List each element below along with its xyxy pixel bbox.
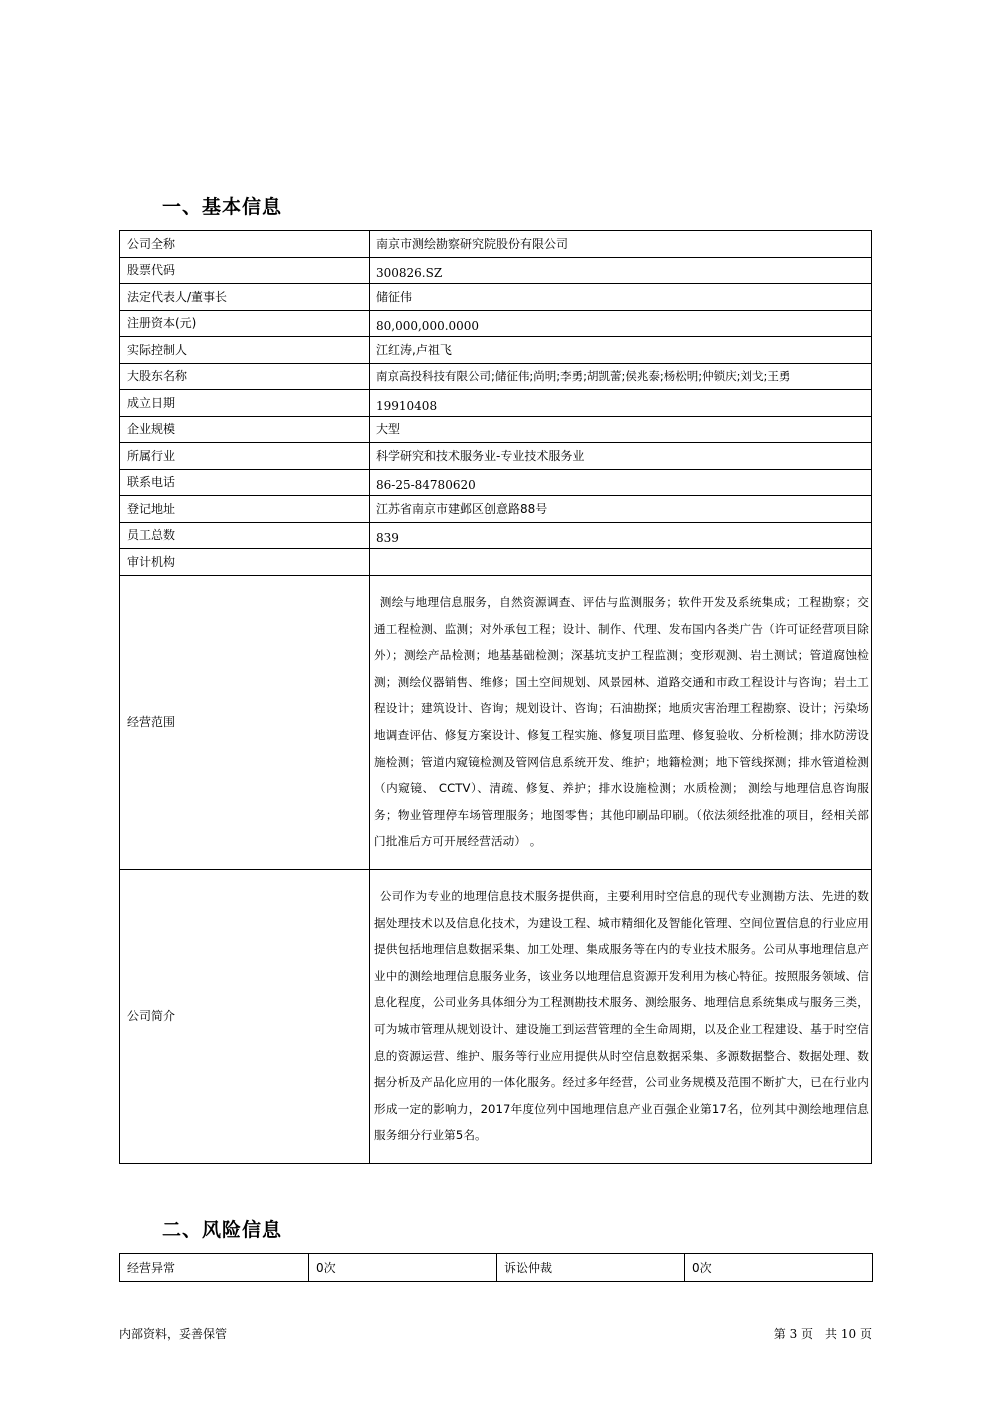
- company-intro-label: 公司简介: [120, 869, 370, 1163]
- table-row: [120, 496, 872, 523]
- row-label: 员工总数: [120, 522, 370, 549]
- row-label: 所属行业: [120, 443, 370, 470]
- table-row: [120, 337, 872, 364]
- table-row: [120, 231, 872, 258]
- table-row-business-scope: [120, 575, 872, 869]
- business-scope-label: 经营范围: [120, 575, 370, 869]
- risk-label-abnormal: 经营异常: [120, 1254, 309, 1282]
- table-row: [120, 284, 872, 311]
- basic-info-table: [119, 230, 872, 1164]
- table-row: [120, 257, 872, 284]
- table-row: [120, 522, 872, 549]
- business-scope-text: 测绘与地理信息服务，自然资源调查、评估与监测服务；软件开发及系统集成；工程勘察；交通工程检测、监测；对外承包工程；设计、制作、代理、发布国内各类广告（许可证经营项目除外）；测绘产品检测；地基基础检测；深基坑支护工程监测；变形观测、岩土测试；管道腐蚀检测；测绘仪器销售、维修；国土空间规划、风景园林、道路交通和市政工程设计与咨询；岩土工程设计；建筑设计、咨询；规划设计、咨询；石油勘探；地质灾害治理工程勘察、设计；污染场地调查评估、修复方案设计、修复工程实施、修复项目监理、修复验收、分析检测；排水防涝设施检测；管道内窥镜检测及管网信息系统开发、维护；地籍检测；地下管线探测；排水管道检测（内窥镜、 CCTV）、清疏、修复、养护；排水设施检测；水质检测； 测绘与地理信息咨询服务；物业管理停车场管理服务；地图零售；其他印刷品印刷。（依法须经批准的项目，经相关部门批准后方可开展经营活动） 。: [370, 575, 872, 869]
- risk-value-litigation: 0次: [685, 1254, 873, 1282]
- footer-page-number: [774, 1325, 872, 1342]
- row-label: 登记地址: [120, 496, 370, 523]
- row-label: 公司全称: [120, 231, 370, 258]
- footer-confidential-note: 内部资料，妥善保管: [119, 1327, 228, 1341]
- row-value: 80,000,000.0000: [370, 310, 872, 337]
- row-label: 大股东名称: [120, 363, 370, 390]
- row-value: 86-25-84780620: [370, 469, 872, 496]
- section-title-risk-info: 二、风险信息: [162, 1219, 283, 1241]
- row-value: 300826.SZ: [370, 257, 872, 284]
- row-value: 大型: [370, 416, 872, 443]
- table-row: [120, 363, 872, 390]
- row-value: 839: [370, 522, 872, 549]
- row-label: 注册资本(元): [120, 310, 370, 337]
- page-current: 3: [789, 1327, 798, 1341]
- row-value: 科学研究和技术服务业-专业技术服务业: [370, 443, 872, 470]
- table-row: [120, 443, 872, 470]
- table-row: [120, 549, 872, 576]
- row-label: 成立日期: [120, 390, 370, 417]
- risk-label-litigation: 诉讼仲裁: [497, 1254, 685, 1282]
- row-value: 江红涛,卢祖飞: [370, 337, 872, 364]
- risk-info-table: [119, 1253, 873, 1282]
- table-row: [120, 469, 872, 496]
- page-suffix: 页: [859, 1327, 872, 1341]
- risk-value-abnormal: 0次: [309, 1254, 497, 1282]
- row-label: 审计机构: [120, 549, 370, 576]
- row-label: 法定代表人/董事长: [120, 284, 370, 311]
- table-row: [120, 310, 872, 337]
- section-title-basic-info: 一、基本信息: [162, 196, 283, 218]
- row-value: 南京市测绘勘察研究院股份有限公司: [370, 231, 872, 258]
- row-value: [370, 549, 872, 576]
- row-label: 实际控制人: [120, 337, 370, 364]
- company-intro-text: 公司作为专业的地理信息技术服务提供商，主要利用时空信息的现代专业测勘方法、先进的数据处理技术以及信息化技术，为建设工程、城市精细化及智能化管理、空间位置信息的行业应用提供包括地理信息数据采集、加工处理、集成服务等在内的专业技术服务。公司从事地理信息产业中的测绘地理信息服务业务，该业务以地理信息资源开发利用为核心特征。按照服务领域、信息化程度，公司业务具体细分为工程测勘技术服务、测绘服务、地理信息系统集成与服务三类，可为城市管理从规划设计、建设施工到运营管理的全生命周期，以及企业工程建设、基于时空信息的资源运营、维护、服务等行业应用提供从时空信息数据采集、多源数据整合、数据处理、数据分析及产品化应用的一体化服务。经过多年经营，公司业务规模及范围不断扩大，已在行业内形成一定的影响力，2017年度位列中国地理信息产业百强企业第17名，位列其中测绘地理信息服务细分行业第5名。: [370, 869, 872, 1163]
- row-value: 储征伟: [370, 284, 872, 311]
- table-row: [120, 1254, 873, 1282]
- page-mid: 页 共: [801, 1327, 838, 1341]
- row-value: 江苏省南京市建邺区创意路88号: [370, 496, 872, 523]
- table-row: [120, 416, 872, 443]
- table-row-company-intro: [120, 869, 872, 1163]
- row-label: 联系电话: [120, 469, 370, 496]
- row-label: 股票代码: [120, 257, 370, 284]
- row-value: 南京高投科技有限公司;储征伟;尚明;李勇;胡凯蕾;侯兆泰;杨松明;仲锁庆;刘戈;王勇: [370, 363, 872, 390]
- table-row: [120, 390, 872, 417]
- page-total: 10: [840, 1327, 857, 1341]
- row-value: 19910408: [370, 390, 872, 417]
- page-prefix: 第: [773, 1327, 786, 1341]
- row-label: 企业规模: [120, 416, 370, 443]
